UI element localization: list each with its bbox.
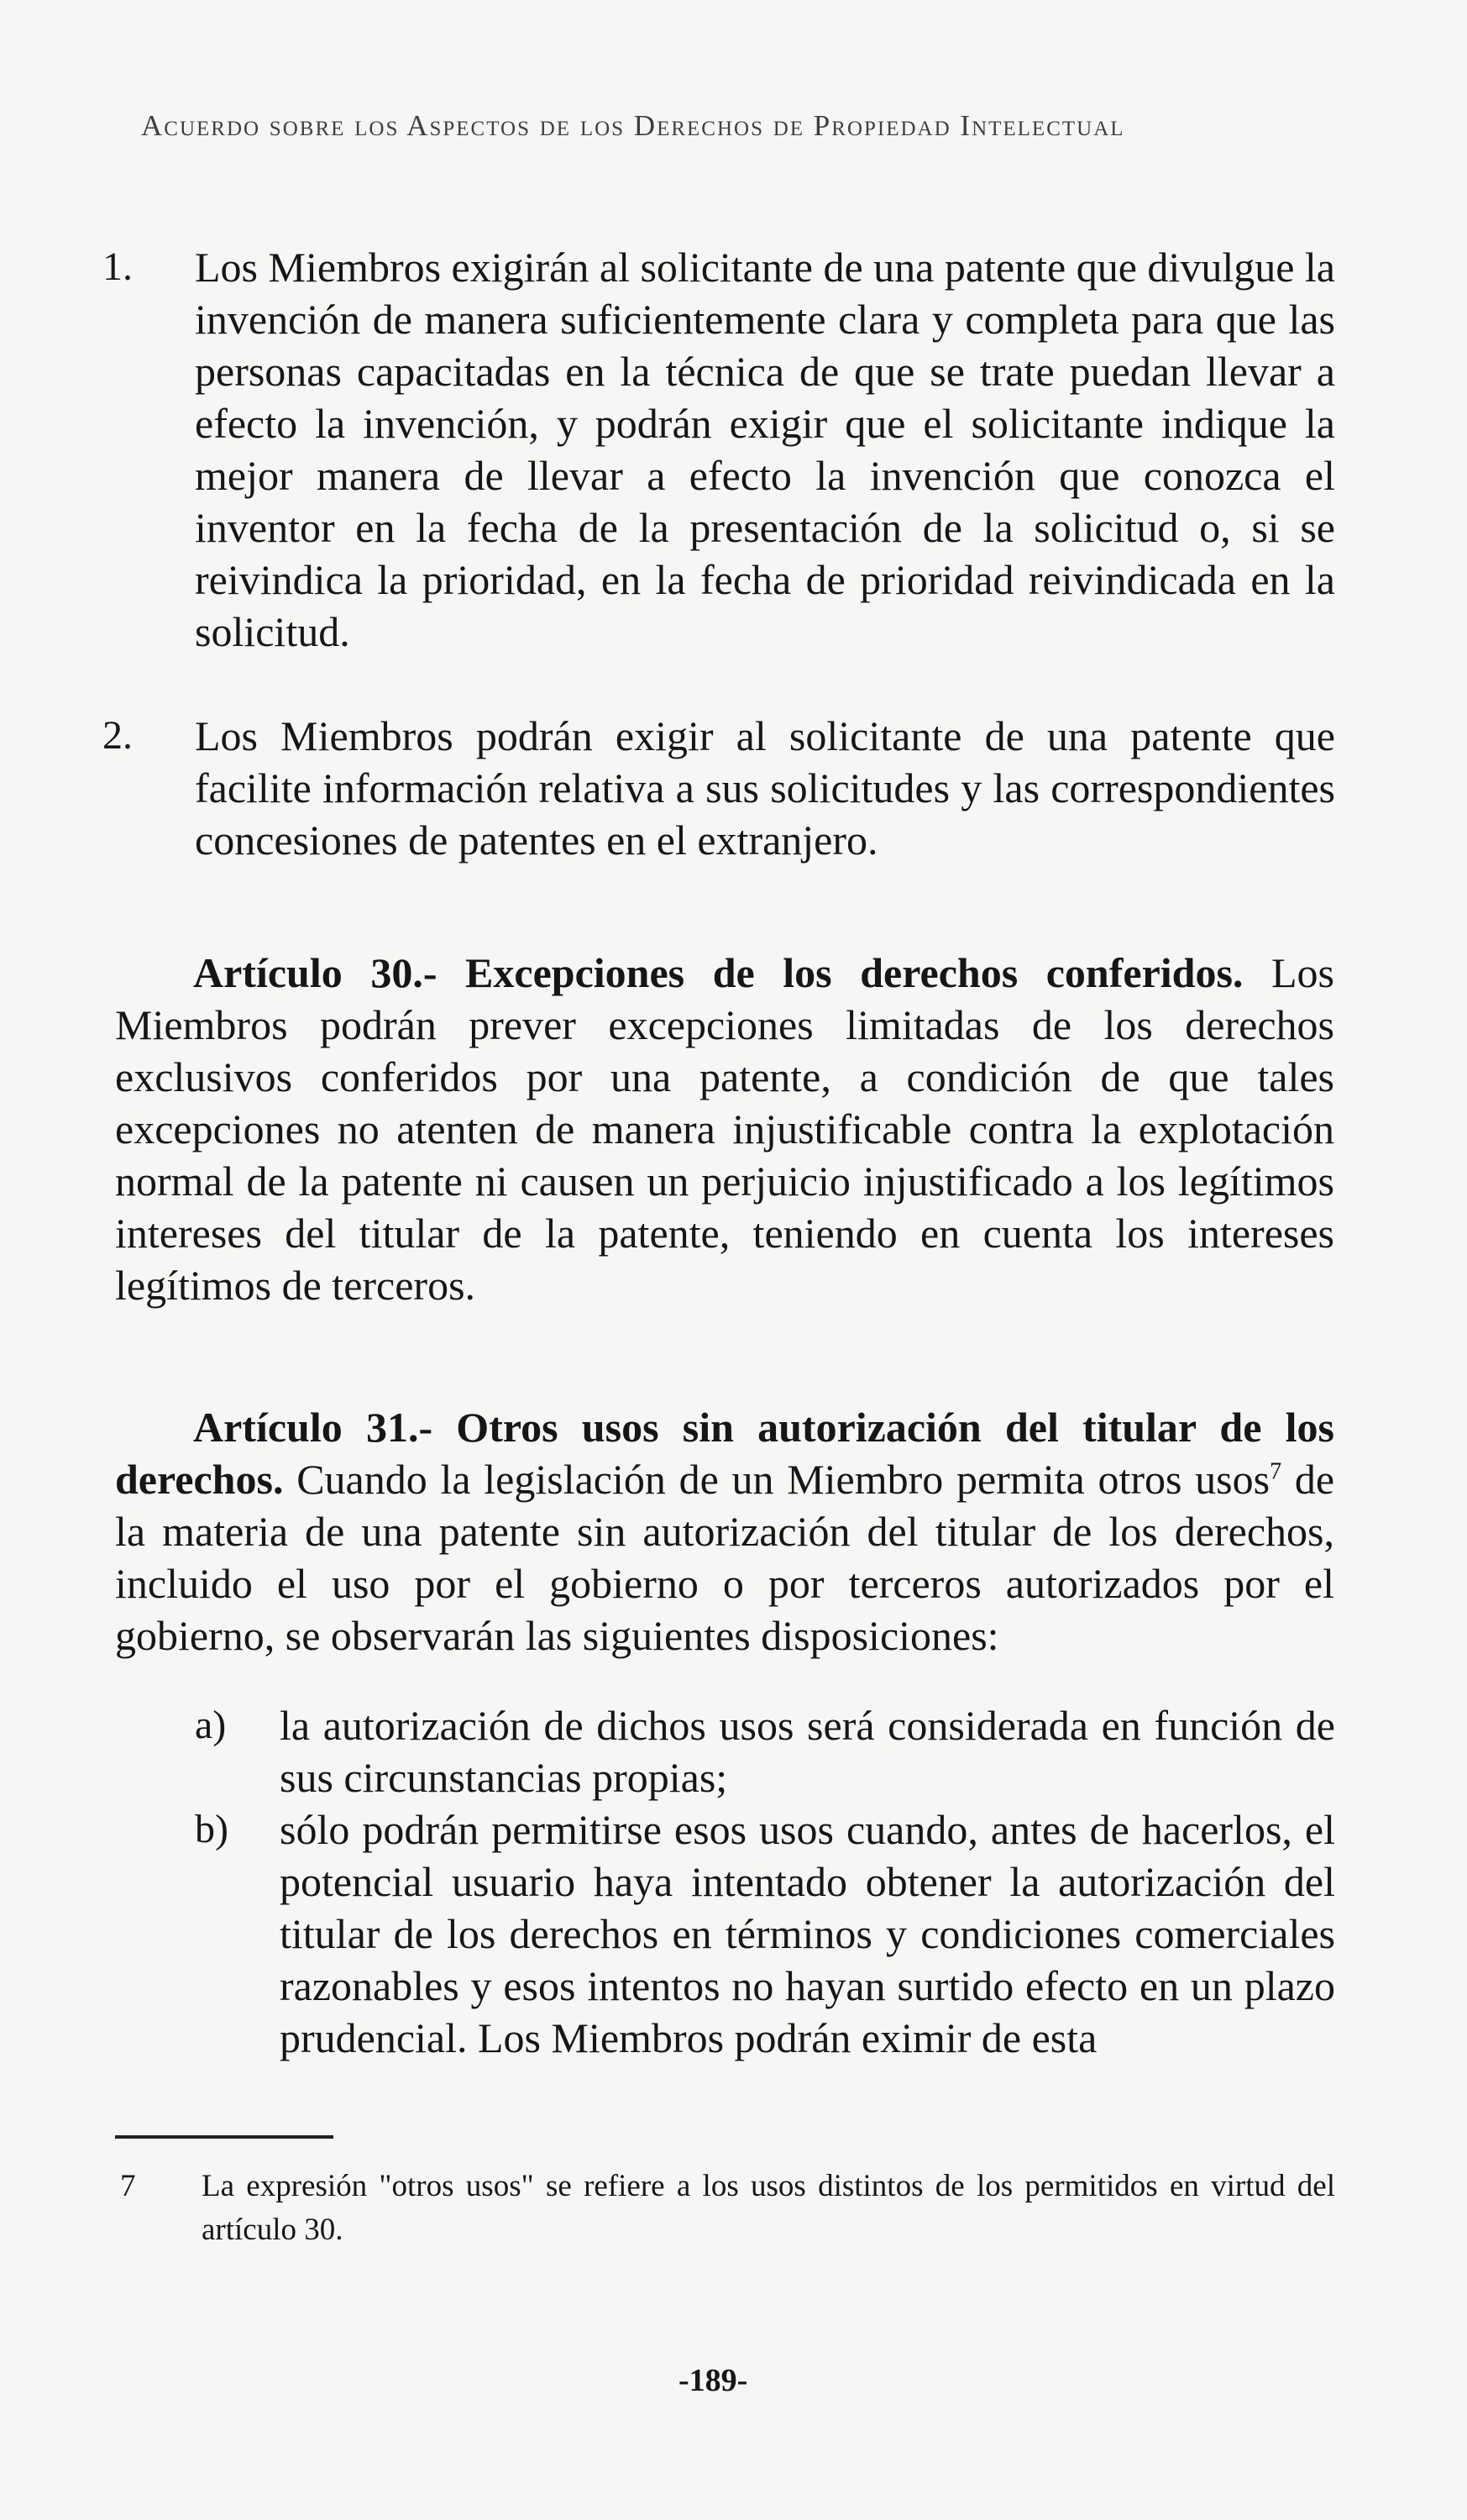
- article-31-intro: Cuando la legislación de un Miembro permita otros usos: [296, 1456, 1271, 1503]
- subitem-label: b): [195, 1807, 228, 1851]
- page-number: -189-: [678, 2363, 748, 2398]
- list-item-number: 1.: [102, 244, 133, 289]
- footnote-number: 7: [120, 2169, 136, 2203]
- list-item-text: Los Miembros exigirán al solicitante de una patente que divulgue la invención de manera suficientemente clara y completa para que las personas capacitadas en la técnica de que se trate puedan llevar a efecto la invención, y podrán exigir que el solicitante indique la mejor manera de llevar a efecto la invención que conozca el inventor en la fecha de la presentación de la solicitud o, si se reivindica la prioridad, en la fecha de prioridad reivindicada en la solicitud.: [195, 244, 1335, 655]
- article-31-intro-rest: de la materia de una patente sin autorización del titular de los derechos, incluido el uso por el gobierno o por terceros autorizados por el gobierno, se observarán las siguientes disposiciones:: [115, 1456, 1335, 1659]
- subitem-label: a): [195, 1703, 227, 1747]
- subitem-text: sólo podrán permitirse esos usos cuando, antes de hacerlos, el potencial usuario haya intentado obtener la autorización del titular de los derechos en términos y condiciones comerciales razonables y esos intentos no hayan surtido efecto en un plazo prudencial. Los Miembros podrán eximir de esta: [280, 1806, 1335, 2061]
- article-30: [115, 947, 1334, 1311]
- footnote-reference: 7: [1270, 1458, 1282, 1485]
- article-31: [115, 1401, 1334, 1662]
- running-header: Acuerdo sobre los Aspectos de los Derechos de Propiedad Intelectual: [141, 109, 1125, 142]
- list-item-text: Los Miembros podrán exigir al solicitante de una patente que facilite información relativa a sus solicitudes y las correspondientes concesiones de patentes en el extranjero.: [195, 712, 1335, 864]
- article-30-body: Los Miembros podrán prever excepciones limitadas de los derechos exclusivos conferidos por una patente, a condición de que tales excepciones no atenten de manera injustificable contra la explotación normal de la patente ni causen un perjuicio injustificado a los legítimos intereses del titular de la patente, teniendo en cuenta los intereses legítimos de terceros.: [115, 949, 1334, 1309]
- footnote-rule: [115, 2135, 333, 2139]
- article-31-title: Artículo 31.- Otros usos sin autorización del titular de los derechos.: [115, 1404, 1334, 1503]
- article-30-title: Artículo 30.- Excepciones de los derechos conferidos.: [193, 949, 1244, 996]
- subitem-text: la autorización de dichos usos será considerada en función de sus circunstancias propias;: [280, 1702, 1335, 1801]
- list-item-number: 2.: [102, 713, 133, 758]
- footnote-text: La expresión "otros usos" se refiere a los usos distintos de los permitidos en virtud del artículo 30.: [202, 2169, 1335, 2247]
